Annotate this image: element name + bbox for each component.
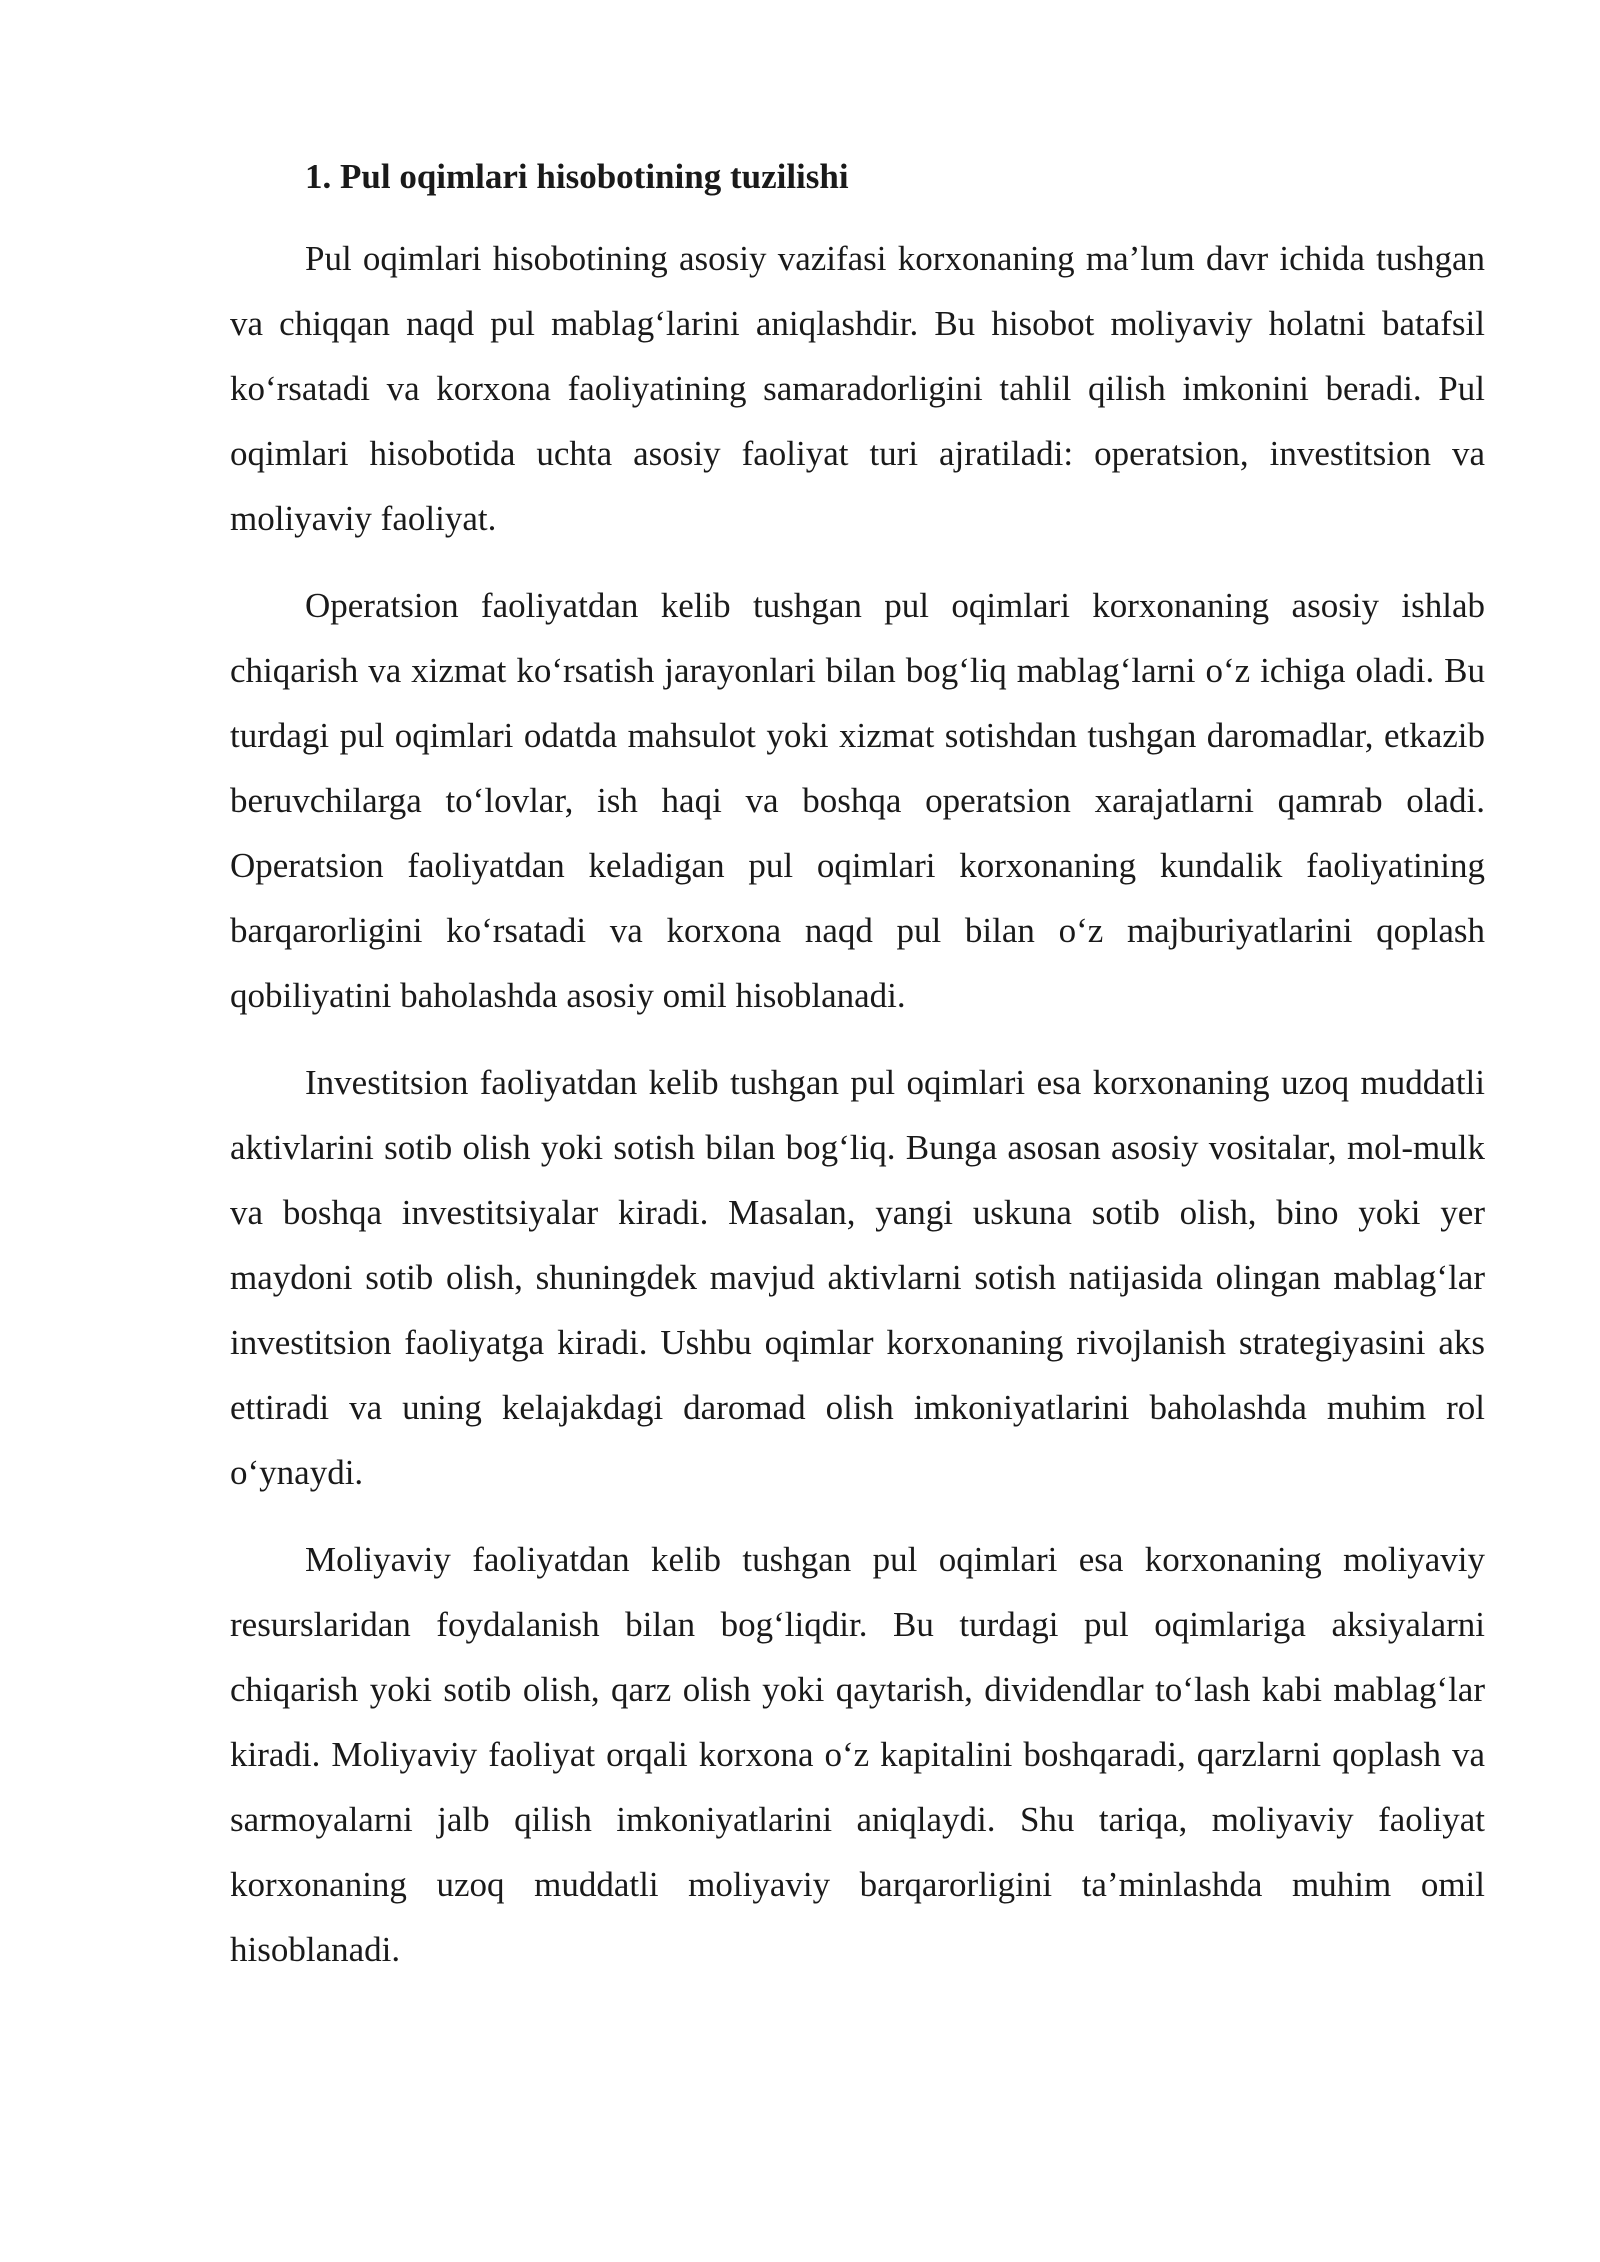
document-body xyxy=(230,150,1485,2004)
paragraph-intro: Pul oqimlari hisobotining asosiy vazifasi korxonaning ma’lum davr ichida tushgan va chiqqan naqd pul mablag‘larini aniqlashdir. Bu hisobot moliyaviy holatni batafsil ko‘rsatadi va korxona faoliyatining samaradorligini tahlil qilish imkonini beradi. Pul oqimlari hisobotida uchta asosiy faoliyat turi ajratiladi: operatsion, investitsion va moliyaviy faoliyat. xyxy=(230,239,1485,538)
section-heading: 1. Pul oqimlari hisobotining tuzilishi xyxy=(305,157,849,196)
paragraph-investing: Investitsion faoliyatdan kelib tushgan pul oqimlari esa korxonaning uzoq muddatli aktivlarini sotib olish yoki sotish bilan bog‘liq. Bunga asosan asosiy vositalar, mol-mulk va boshqa investitsiyalar kiradi. Masalan, yangi uskuna sotib olish, bino yoki yer maydoni sotib olish, shuningdek mavjud aktivlarni sotish natijasida olingan mablag‘lar investitsion faoliyatga kiradi. Ushbu oqimlar korxonaning rivojlanish strategiyasini aks ettiradi va uning kelajakdagi daromad olish imkoniyatlarini baholashda muhim rol o‘ynaydi. xyxy=(230,1063,1485,1492)
paragraph-financing: Moliyaviy faoliyatdan kelib tushgan pul oqimlari esa korxonaning moliyaviy resurslaridan foydalanish bilan bog‘liqdir. Bu turdagi pul oqimlariga aksiyalarni chiqarish yoki sotib olish, qarz olish yoki qaytarish, dividendlar to‘lash kabi mablag‘lar kiradi. Moliyaviy faoliyat orqali korxona o‘z kapitalini boshqaradi, qarzlarni qoplash va sarmoyalarni jalb qilish imkoniyatlarini aniqlaydi. Shu tariqa, moliyaviy faoliyat korxonaning uzoq muddatli moliyaviy barqarorligini ta’minlashda muhim omil hisoblanadi. xyxy=(230,1540,1485,1969)
paragraph-operating: Operatsion faoliyatdan kelib tushgan pul oqimlari korxonaning asosiy ishlab chiqarish va xizmat ko‘rsatish jarayonlari bilan bog‘liq mablag‘larni o‘z ichiga oladi. Bu turdagi pul oqimlari odatda mahsulot yoki xizmat sotishdan tushgan daromadlar, etkazib beruvchilarga to‘lovlar, ish haqi va boshqa operatsion xarajatlarni qamrab oladi. Operatsion faoliyatdan keladigan pul oqimlari korxonaning kundalik faoliyatining barqarorligini ko‘rsatadi va korxona naqd pul bilan o‘z majburiyatlarini qoplash qobiliyatini baholashda asosiy omil hisoblanadi. xyxy=(230,586,1485,1015)
